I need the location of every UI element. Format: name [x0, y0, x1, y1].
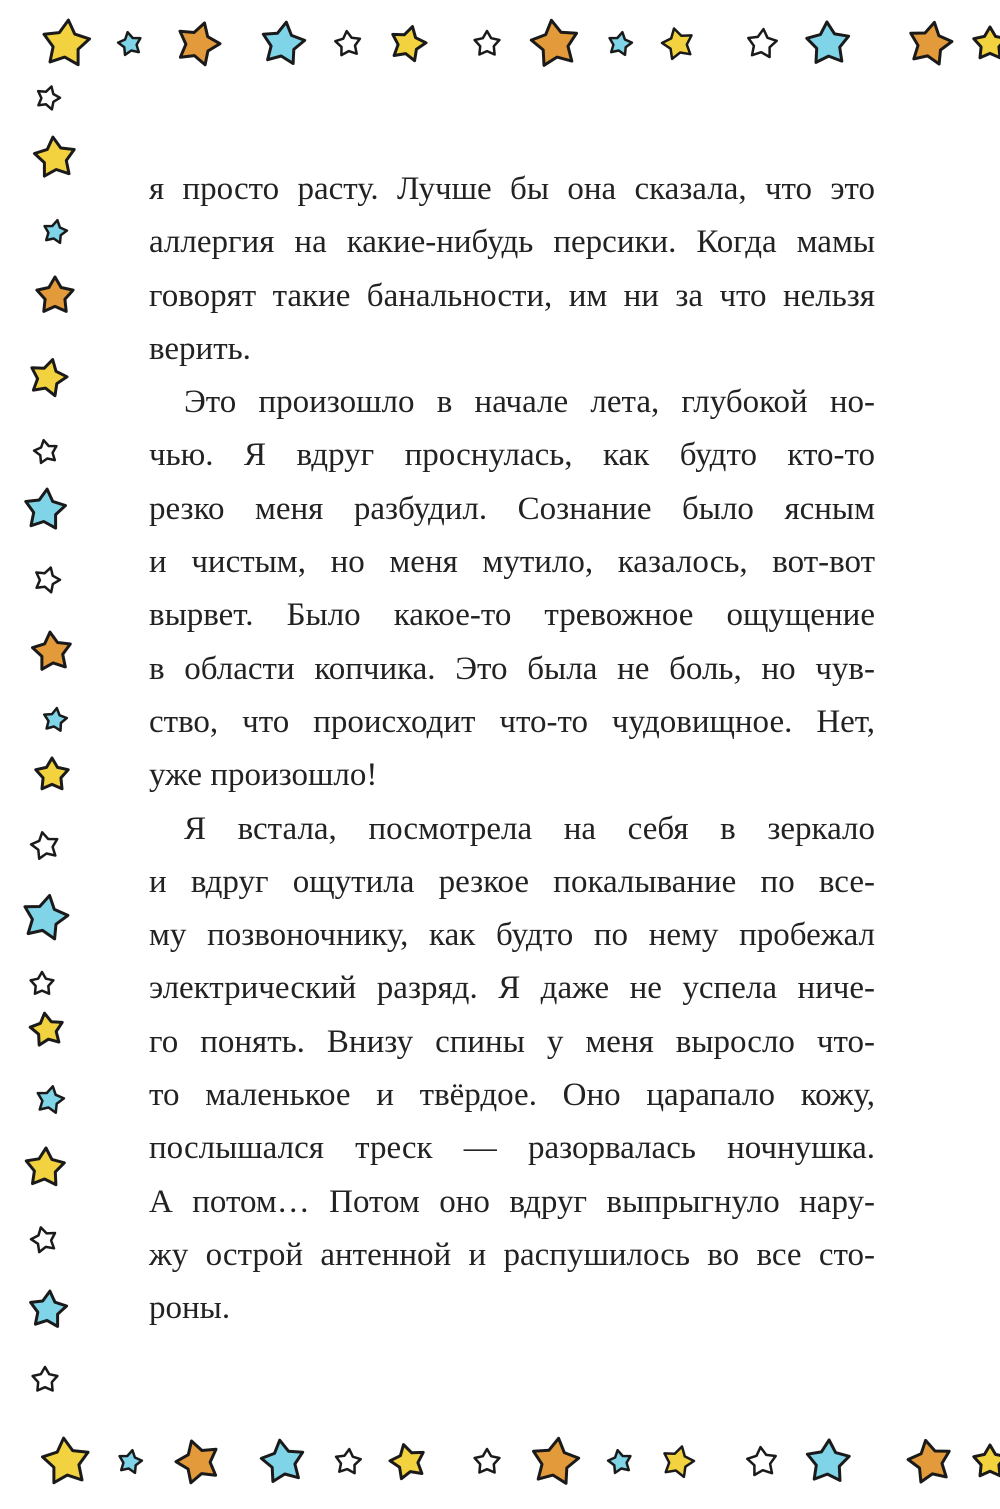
star-icon [32, 360, 67, 396]
star-icon [33, 632, 71, 669]
star-icon [531, 20, 576, 65]
star-icon [261, 1440, 302, 1481]
star-icon [36, 568, 60, 593]
text-line: я просто расту. Лучше бы она сказала, что это [149, 171, 875, 207]
star-icon [38, 1086, 64, 1112]
star-icon [44, 708, 67, 731]
star-icon [908, 1440, 949, 1482]
star-icon [180, 23, 220, 65]
text-line: Это произошло в начале лета, глубокой но- [184, 384, 875, 421]
text-line: жу острой антенной и распушилось во все сто- [149, 1236, 875, 1273]
text-line: и вдруг ощутила резкое покалывание по все- [149, 863, 875, 900]
star-icon [26, 489, 66, 528]
star-icon [25, 896, 68, 939]
star-icon [45, 220, 67, 243]
star-icon [118, 32, 140, 55]
text-line: му позвоночнику, как будто по нему пробежал [149, 917, 875, 954]
text-line: и чистым, но меня мутило, казалось, вот-вот [149, 544, 875, 581]
star-icon [30, 1013, 62, 1045]
star-icon [31, 972, 54, 994]
star-icon [911, 22, 952, 64]
text-line: то маленькое и твёрдое. Оно царапало кожу, [149, 1077, 875, 1114]
text-line: в области копчика. Это была не боль, но чув- [149, 650, 875, 687]
text-line: говорят такие банальности, им ни за что нельзя [149, 277, 875, 314]
star-icon [665, 1447, 695, 1477]
paragraph-2 [149, 376, 875, 802]
text-line: вырвет. Было какое-то тревожное ощущение [149, 597, 875, 634]
text-line: аллергия на какие-нибудь персики. Когда мамы [149, 224, 875, 261]
star-icon [335, 31, 360, 55]
text-line: роны. [149, 1290, 231, 1327]
star-icon [336, 1449, 361, 1473]
star-icon [608, 1450, 630, 1473]
paragraph-1 [149, 163, 875, 376]
star-icon [974, 1445, 1000, 1476]
star-icon [44, 20, 90, 65]
star-icon [475, 31, 500, 55]
star-icon [26, 1148, 64, 1185]
star-icon [662, 29, 692, 59]
text-line: послышался треск — разорвалась ночнушка. [149, 1130, 875, 1167]
text-line: го понять. Внизу спины у меня выросло что- [149, 1023, 875, 1060]
text-line: Я встала, посмотрела на себя в зеркало [184, 810, 875, 847]
text-line: А потом… Потом оно вдруг выпрыгнуло нару- [149, 1183, 875, 1220]
star-icon [36, 758, 68, 789]
text-line: чью. Я вдруг проснулась, как будто кто-то [149, 437, 875, 474]
text-line: резко меня разбудил. Сознание было ясным [149, 490, 875, 527]
paragraph-3 [149, 803, 875, 1336]
star-icon [534, 1438, 579, 1483]
star-icon [35, 137, 75, 176]
star-icon [807, 22, 849, 62]
star-icon [37, 277, 73, 311]
text-line: уже произошло! [149, 757, 378, 794]
star-icon [475, 1449, 500, 1473]
star-icon [33, 1367, 58, 1391]
text-line: ство, что происходит что-то чудовищное. Нет, [149, 703, 875, 740]
star-icon [748, 29, 776, 57]
star-icon [120, 1450, 142, 1473]
star-icon [38, 87, 60, 110]
star-icon [390, 1445, 423, 1479]
text-line: электрический разряд. Я даже не успела ниче- [149, 970, 875, 1007]
text-line: верить. [149, 330, 251, 367]
star-icon [34, 440, 56, 463]
star-icon [610, 32, 632, 55]
star-icon [807, 1440, 849, 1480]
star-icon [747, 1447, 775, 1475]
star-icon [43, 1438, 89, 1483]
star-icon [974, 27, 1000, 58]
star-icon [263, 22, 304, 63]
star-icon [176, 1441, 216, 1483]
star-icon [393, 27, 426, 61]
star-icon [31, 832, 57, 858]
star-icon [31, 1227, 55, 1252]
star-icon [31, 1291, 67, 1326]
page-text [149, 163, 875, 1336]
